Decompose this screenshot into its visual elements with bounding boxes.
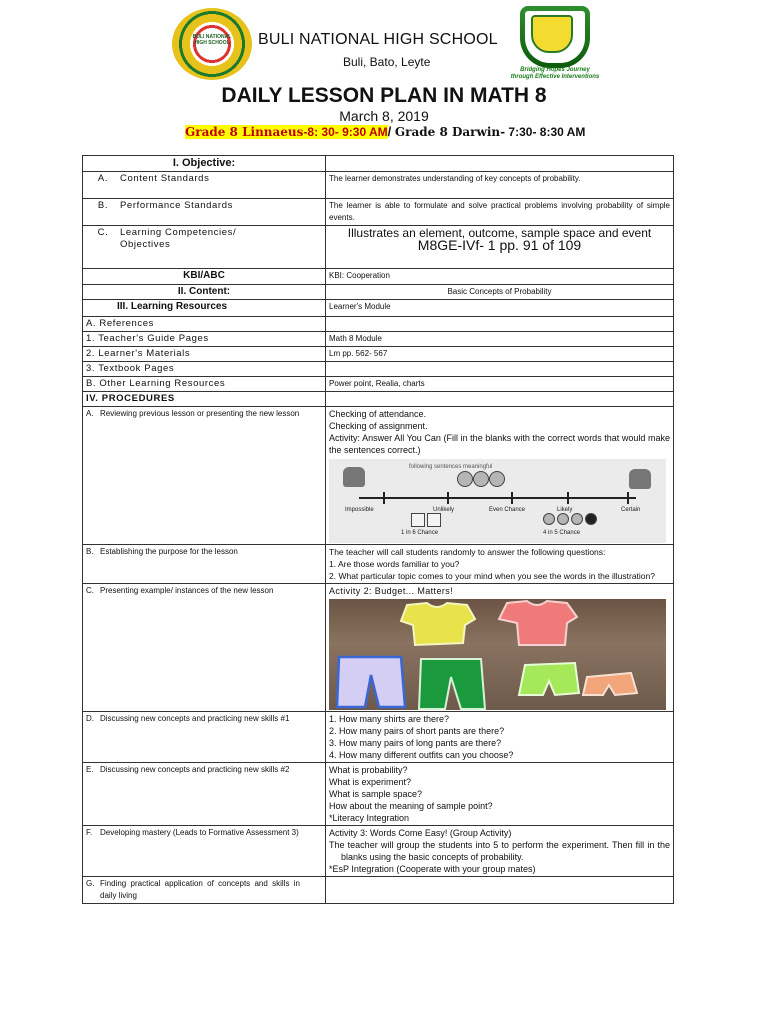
lime-short-pants [519, 663, 579, 695]
row-letter: F. [86, 828, 93, 837]
scale-tick [567, 492, 569, 504]
textbook-pages-value [326, 362, 674, 377]
table-row [83, 269, 674, 285]
scale-caption: 4 in 5 Chance [543, 530, 581, 536]
content-standards-label: Content Standards [120, 173, 210, 184]
other-resources-value: Power point, Realia, charts [326, 377, 674, 392]
kbi-value: KBI: Cooperation [326, 269, 674, 285]
procedure-e-line: *Literacy Integration [329, 813, 410, 823]
row-letter: A. [97, 173, 109, 184]
procedure-b-intro: The teacher will call students randomly to answer the following questions: [329, 547, 606, 557]
content-label: II. Content: [83, 285, 326, 300]
row-letter: A. [86, 409, 94, 418]
table-row [83, 826, 674, 877]
lavender-long-pants [337, 657, 405, 707]
row-letter: D. [86, 714, 94, 723]
procedure-f-label: Developing mastery (Leads to Formative Assessment 3) [100, 828, 299, 837]
seal-text: BULI NATIONAL HIGH SCHOOL [192, 34, 232, 46]
table-row [83, 407, 674, 545]
die-icon [411, 513, 425, 527]
performance-standards-value: The learner is able to formulate and solve practical problems involving probability of simple events. [326, 199, 674, 226]
table-row [83, 392, 674, 407]
procedure-e-line: What is probability? [329, 765, 408, 775]
coin-icon [473, 471, 489, 487]
pink-shirt [499, 601, 577, 645]
green-long-pants [419, 659, 485, 709]
procedure-c-activity: Activity 2: Budget... Matters! [329, 586, 454, 596]
table-row [83, 199, 674, 226]
procedure-f-activity: Activity 3: Words Come Easy! (Group Activity) [329, 828, 512, 838]
procedure-d-question: 3. How many pairs of long pants are there? [329, 738, 502, 748]
procedure-g-label: Finding practical application of concepts and skills in daily living [100, 879, 300, 900]
clothes-activity-image [329, 599, 666, 710]
procedure-e-line: What is experiment? [329, 777, 412, 787]
shield-emblem-icon [531, 15, 573, 53]
scale-label: Impossible [345, 507, 374, 513]
thumbs-down-icon [343, 467, 365, 487]
section-1-time: -8: 30- 9:30 AM [303, 125, 388, 139]
table-row [83, 877, 674, 904]
procedure-d-question: 1. How many shirts are there? [329, 714, 450, 724]
kbi-label: KBI/ABC [83, 269, 326, 285]
table-row [83, 763, 674, 826]
textbook-pages-label: 3. Textbook Pages [83, 362, 326, 377]
coin-icon [457, 471, 473, 487]
scale-label: Certain [621, 507, 641, 513]
procedure-c-label: Presenting example/ instances of the new lesson [100, 586, 274, 595]
school-name: BULI NATIONAL HIGH SCHOOL [258, 31, 498, 48]
competencies-label: Learning Competencies/ Objectives [120, 227, 237, 250]
table-row [83, 156, 674, 172]
content-value: Basic Concepts of Probability [326, 285, 674, 300]
marble-icon [557, 513, 569, 525]
scale-top-text: following sentences meaningful [409, 464, 493, 470]
table-row [83, 317, 674, 332]
procedures-heading: IV. PROCEDURES [83, 392, 326, 407]
procedure-d-label: Discussing new concepts and practicing new skills #1 [100, 714, 290, 723]
procedure-e-label: Discussing new concepts and practicing new skills #2 [100, 765, 290, 774]
procedure-b-question: 1. Are those words familiar to you? [329, 559, 460, 569]
scale-label: Even Chance [489, 507, 526, 513]
table-row [83, 332, 674, 347]
learners-materials-value: Lm pp. 562- 567 [326, 347, 674, 362]
objective-heading: I. Objective: [83, 156, 326, 172]
procedure-d-question: 2. How many pairs of short pants are there? [329, 726, 505, 736]
yellow-shirt [401, 603, 475, 645]
content-standards-value: The learner demonstrates understanding of key concepts of probability. [326, 172, 674, 199]
procedure-e-line: What is sample space? [329, 789, 423, 799]
resources-value: Learner's Module [326, 300, 674, 317]
row-letter: B. [97, 200, 109, 211]
references-label: A. References [83, 317, 326, 332]
resources-label: III. Learning Resources [83, 300, 326, 317]
procedure-a-line: Checking of attendance. [329, 409, 427, 419]
table-row [83, 172, 674, 199]
thumbs-up-icon [629, 469, 651, 489]
procedure-e-line: How about the meaning of sample point? [329, 801, 493, 811]
procedure-a-label: Reviewing previous lesson or presenting the new lesson [100, 409, 300, 418]
learners-materials-label: 2. Learner's Materials [83, 347, 326, 362]
teachers-guide-label: 1. Teacher's Guide Pages [83, 332, 326, 347]
schedule-separator: / [387, 124, 395, 139]
table-row [83, 584, 674, 712]
district-shield-logo [520, 6, 590, 68]
other-resources-label: B. Other Learning Resources [83, 377, 326, 392]
procedure-f-text: The teacher will group the students into 5 to perform the experiment. Then fill in the blanks using the basic concepts of probability. [329, 840, 670, 862]
row-letter: C. [97, 227, 109, 238]
die-icon [427, 513, 441, 527]
procedure-d-question: 4. How many different outfits can you choose? [329, 750, 514, 760]
school-location: Buli, Bato, Leyte [343, 55, 431, 69]
table-row [83, 362, 674, 377]
scale-line [359, 497, 636, 499]
table-row [83, 226, 674, 269]
table-row [83, 377, 674, 392]
marble-icon [571, 513, 583, 525]
scale-tick [627, 492, 629, 504]
logo-caption: Bridging Hopes Journey through Effective Interventions [510, 67, 600, 80]
scale-label: Likely [557, 507, 573, 513]
marble-icon [585, 513, 597, 525]
row-letter: C. [86, 586, 94, 595]
procedure-b-question: 2. What particular topic comes to your mind when you see the words in the illustration? [329, 571, 655, 581]
peach-short-pants [583, 673, 637, 695]
table-row [83, 300, 674, 317]
school-seal-logo [172, 8, 252, 80]
procedure-b-label: Establishing the purpose for the lesson [100, 547, 238, 556]
procedure-a-line: Checking of assignment. [329, 421, 428, 431]
procedure-f-integration: *EsP Integration (Cooperate with your group mates) [329, 864, 536, 874]
scale-tick [447, 492, 449, 504]
clothes-cutouts [329, 599, 666, 710]
probability-scale-image [329, 459, 666, 543]
section-2-name: Grade 8 Darwin- [394, 125, 506, 139]
procedure-a-activity: Activity: Answer All You Can (Fill in the blanks with the correct words that would make the sentences correct.) [329, 433, 670, 455]
table-row [83, 347, 674, 362]
page-title: DAILY LESSON PLAN IN MATH 8 [221, 84, 547, 107]
marble-icon [543, 513, 555, 525]
lesson-plan-table [82, 155, 674, 904]
section-2-time: 7:30- 8:30 AM [505, 125, 586, 139]
performance-standards-label: Performance Standards [120, 200, 233, 211]
class-schedule [185, 124, 585, 139]
scale-label: Unlikely [433, 507, 455, 513]
lesson-date: March 8, 2019 [339, 108, 429, 124]
scale-caption: 1 in 6 Chance [401, 530, 439, 536]
section-1-name: Grade 8 Linnaeus [185, 125, 304, 139]
competency-text: Illustrates an element, outcome, sample space and event [347, 226, 652, 240]
row-letter: G. [86, 879, 95, 888]
coin-icon [489, 471, 505, 487]
row-letter: B. [86, 547, 94, 556]
competency-code: M8GE-IVf- 1 pp. 91 of 109 [417, 237, 582, 253]
table-row [83, 285, 674, 300]
table-row [83, 545, 674, 584]
table-row [83, 712, 674, 763]
scale-tick [383, 492, 385, 504]
row-letter: E. [86, 765, 94, 774]
teachers-guide-value: Math 8 Module [326, 332, 674, 347]
scale-tick [511, 492, 513, 504]
